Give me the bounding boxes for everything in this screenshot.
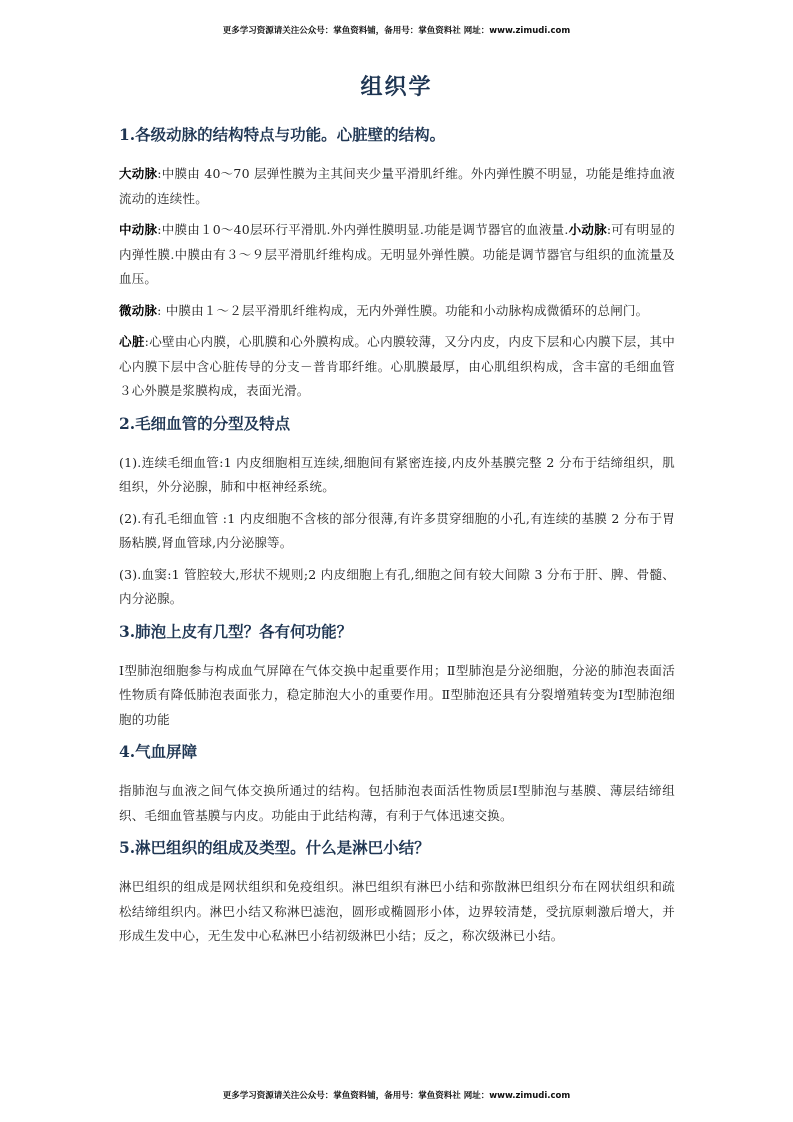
paragraph-fenestrated-capillary: (2).有孔毛细血管 :1 内皮细胞不含核的部分很薄,有许多贯穿细胞的小孔,有连续的基膜 2 分布于胃肠粘膜,肾血管球,内分泌腺等。 [119,510,675,550]
paragraph-large-artery [119,162,675,211]
page-footer: 更多学习资源请关注公众号：掌鱼资料铺，备用号：掌鱼资料社 网址：www.zimudi.com [222,1091,571,1101]
paragraph-continuous-capillary: (1).连续毛细血管:1 内皮细胞相互连续,细胞间有紧密连接,内皮外基膜完整 2 分布于结缔组织，肌组织，外分泌腺，肺和中枢神经系统。 [119,454,675,494]
section-heading-arteries: 1.各级动脉的结构特点与功能。心脏壁的结构。 [119,125,446,144]
page-header: 更多学习资源请关注公众号：掌鱼资料铺，备用号：掌鱼资料社 网址：www.zimudi.com [222,26,571,36]
text-large-artery: :中膜由 40～70 层弹性膜为主其间夹少量平滑肌纤维。外内弹性膜不明显，功能是维持血液流动的连续性。 [119,166,675,206]
text-small-artery: :可有明显的内弹性膜.中膜由有３～９层平滑肌纤维构成。无明显外弹性膜。功能是调节器官与组织的血流量及血压。 [119,222,675,286]
paragraph-arteriole [119,299,675,324]
paragraph-sinusoid: (3).血窦:1 管腔较大,形状不规则;2 内皮细胞上有孔,细胞之间有较大间隙 3 分布于肝、脾、骨髓、内分泌腺。 [119,566,675,606]
text-medium-artery: :中膜由１0～40层环行平滑肌.外内弹性膜明显.功能是调节器官的血液量. [157,222,569,237]
section-heading-blood-air-barrier: 4.气血屏障 [119,742,198,761]
paragraph-blood-air-barrier: 指肺泡与血液之间气体交换所通过的结构。包括肺泡表面活性物质层Ⅰ型肺泡与基膜、薄层结缔组织、毛细血管基膜与内皮。功能由于此结构薄，有利于气体迅速交换。 [119,783,675,823]
term-heart: 心脏 [119,334,145,349]
document-body [119,122,675,949]
term-small-artery: 小动脉 [568,222,607,237]
term-large-artery: 大动脉 [119,166,158,181]
text-heart: :心壁由心内膜，心肌膜和心外膜构成。心内膜较薄，又分内皮，内皮下层和心内膜下层，其中心内膜下层中含心脏传导的分支－普肯耶纤维。心肌膜最厚，由心肌组织构成，含丰富的毛细血管３心外膜是浆膜构成，表面光滑。 [119,334,675,398]
section-heading-lymphoid-tissue: 5.淋巴组织的组成及类型。什么是淋巴小结？ [119,838,430,857]
section-heading-alveolar-epithelium: 3.肺泡上皮有几型？各有何功能？ [119,621,353,641]
paragraph-lymphoid-tissue: 淋巴组织的组成是网状组织和免疫组织。淋巴组织有淋巴小结和弥散淋巴组织分布在网状组织和疏松结缔组织内。淋巴小结又称淋巴滤泡，圆形或椭圆形小体，边界较清楚，受抗原刺激后增大，并形成生发中心，无生发中心私淋巴小结初级淋巴小结；反之，称次级淋已小结。 [119,879,675,943]
term-arteriole: 微动脉 [119,302,158,318]
paragraph-medium-artery [119,218,675,292]
paragraph-heart [119,330,675,404]
paragraph-alveolar-cells: Ⅰ型肺泡细胞参与构成血气屏障在气体交换中起重要作用；Ⅱ型肺泡是分泌细胞，分泌的肺泡表面活性物质有降低肺泡表面张力，稳定肺泡大小的重要作用。Ⅱ型肺泡还具有分裂增殖转变为Ⅰ型肺泡细胞的功能 [119,662,675,727]
document-title: 组织学 [360,74,433,100]
section-heading-capillaries: 2.毛细血管的分型及特点 [119,413,291,433]
text-arteriole: : 中膜由１～２层平滑肌纤维构成，无内外弹性膜。功能和小动脉构成微循环的总闸门。 [157,302,649,318]
term-medium-artery: 中动脉 [119,222,158,237]
